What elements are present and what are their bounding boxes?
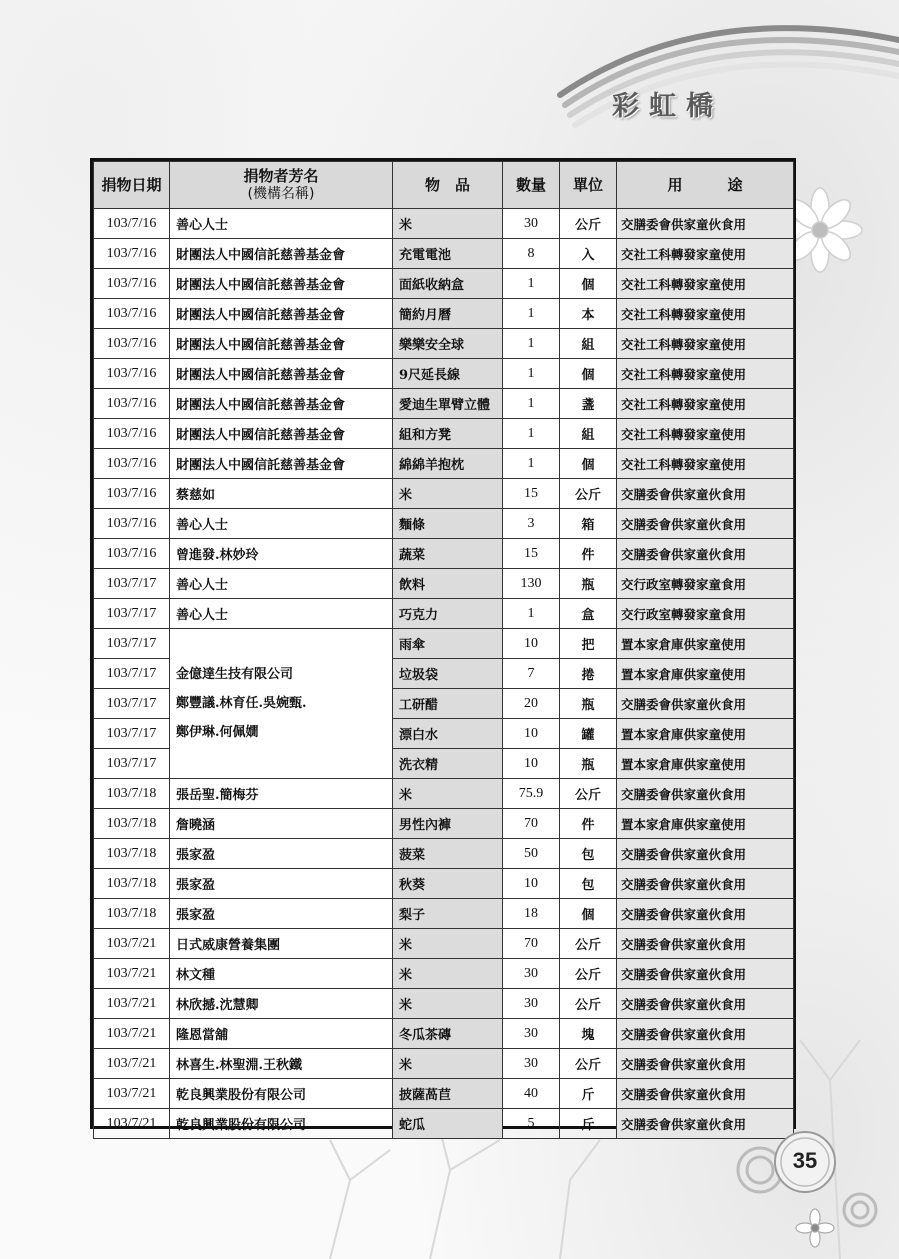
cell-item: 洗衣精 (393, 749, 503, 779)
cell-date: 103/7/21 (94, 929, 170, 959)
cell-unit: 包 (560, 869, 617, 899)
cell-use: 置本家倉庫供家童使用 (617, 659, 794, 689)
cell-donor: 林文種 (170, 959, 393, 989)
cell-unit: 瓶 (560, 749, 617, 779)
cell-item: 巧克力 (393, 599, 503, 629)
cell-date: 103/7/16 (94, 359, 170, 389)
cell-unit: 公斤 (560, 479, 617, 509)
cell-donor-merged (170, 629, 393, 779)
cell-date: 103/7/16 (94, 269, 170, 299)
table-row (94, 779, 794, 809)
cell-donor: 張家盈 (170, 869, 393, 899)
cell-qty: 30 (503, 1049, 560, 1079)
header-donor-line1: 捐物者芳名 (243, 167, 319, 185)
cell-use: 交社工科轉發家童使用 (617, 329, 794, 359)
cell-qty: 18 (503, 899, 560, 929)
cell-donor: 張家盈 (170, 899, 393, 929)
cell-date: 103/7/16 (94, 209, 170, 239)
cell-item: 9尺延長線 (393, 359, 503, 389)
cell-qty: 1 (503, 449, 560, 479)
cell-qty: 70 (503, 809, 560, 839)
cell-date: 103/7/18 (94, 839, 170, 869)
cell-item: 綿綿羊抱枕 (393, 449, 503, 479)
cell-donor: 張家盈 (170, 839, 393, 869)
table-row (94, 1079, 794, 1109)
cell-donor: 財團法人中國信託慈善基金會 (170, 389, 393, 419)
table-row (94, 629, 794, 659)
cell-use: 置本家倉庫供家童使用 (617, 749, 794, 779)
table-row (94, 929, 794, 959)
cell-use: 交社工科轉發家童使用 (617, 239, 794, 269)
table-row (94, 209, 794, 239)
cell-date: 103/7/17 (94, 749, 170, 779)
cell-item: 麵條 (393, 509, 503, 539)
cell-date: 103/7/18 (94, 809, 170, 839)
table-body (94, 209, 794, 1139)
table-row (94, 269, 794, 299)
table-row (94, 959, 794, 989)
page-number: 35 (792, 1148, 818, 1173)
cell-qty: 10 (503, 869, 560, 899)
cell-qty: 10 (503, 629, 560, 659)
cell-use: 交膳委會供家童伙食用 (617, 539, 794, 569)
cell-donor: 林欣撼.沈慧卿 (170, 989, 393, 1019)
cell-qty: 15 (503, 539, 560, 569)
table-row (94, 359, 794, 389)
header-qty: 數量 (503, 162, 560, 209)
cell-unit: 包 (560, 839, 617, 869)
cell-unit: 瓶 (560, 569, 617, 599)
cell-date: 103/7/16 (94, 479, 170, 509)
cell-date: 103/7/17 (94, 689, 170, 719)
table-row (94, 1049, 794, 1079)
cell-unit: 塊 (560, 1019, 617, 1049)
table-row (94, 869, 794, 899)
cell-unit: 個 (560, 359, 617, 389)
cell-date: 103/7/16 (94, 239, 170, 269)
cell-use: 交膳委會供家童伙食用 (617, 1079, 794, 1109)
cell-qty: 130 (503, 569, 560, 599)
cell-use: 置本家倉庫供家童使用 (617, 719, 794, 749)
rainbow-arc-icon (560, 28, 899, 125)
cell-donor: 詹曉涵 (170, 809, 393, 839)
table-row (94, 989, 794, 1019)
cell-qty: 20 (503, 689, 560, 719)
header-unit: 單位 (560, 162, 617, 209)
cell-donor: 財團法人中國信託慈善基金會 (170, 449, 393, 479)
table-row (94, 569, 794, 599)
cell-donor: 乾良興業股份有限公司 (170, 1079, 393, 1109)
page-header-title: 彩虹橋 (612, 91, 723, 122)
cell-qty: 30 (503, 209, 560, 239)
cell-donor: 財團法人中國信託慈善基金會 (170, 359, 393, 389)
cell-use: 交社工科轉發家童使用 (617, 449, 794, 479)
cell-unit: 瓶 (560, 689, 617, 719)
cell-qty: 30 (503, 959, 560, 989)
cell-unit: 公斤 (560, 209, 617, 239)
cell-date: 103/7/21 (94, 1049, 170, 1079)
table-row (94, 479, 794, 509)
cell-donor: 財團法人中國信託慈善基金會 (170, 239, 393, 269)
cell-item: 梨子 (393, 899, 503, 929)
cell-item: 漂白水 (393, 719, 503, 749)
cell-unit: 罐 (560, 719, 617, 749)
cell-date: 103/7/17 (94, 599, 170, 629)
cell-item: 垃圾袋 (393, 659, 503, 689)
cell-donor: 財團法人中國信託慈善基金會 (170, 329, 393, 359)
cell-item: 米 (393, 209, 503, 239)
cell-date: 103/7/18 (94, 779, 170, 809)
cell-use: 交膳委會供家童伙食用 (617, 929, 794, 959)
cell-unit: 公斤 (560, 959, 617, 989)
cell-donor: 日式威康營養集團 (170, 929, 393, 959)
cell-item: 愛迪生單臂立體 (393, 389, 503, 419)
cell-date: 103/7/18 (94, 899, 170, 929)
cell-item: 米 (393, 959, 503, 989)
cell-unit: 公斤 (560, 989, 617, 1019)
cell-unit: 公斤 (560, 929, 617, 959)
cell-use: 交膳委會供家童伙食用 (617, 509, 794, 539)
cell-item: 蔬菜 (393, 539, 503, 569)
cell-use: 交社工科轉發家童使用 (617, 269, 794, 299)
cell-donor: 善心人士 (170, 509, 393, 539)
cell-qty: 1 (503, 599, 560, 629)
cell-date: 103/7/21 (94, 1079, 170, 1109)
cell-date: 103/7/16 (94, 389, 170, 419)
cell-unit: 盞 (560, 389, 617, 419)
cell-unit: 組 (560, 329, 617, 359)
cell-use: 交膳委會供家童伙食用 (617, 1049, 794, 1079)
page-number-circle-icon (760, 1130, 850, 1220)
cell-unit: 箱 (560, 509, 617, 539)
cell-qty: 1 (503, 419, 560, 449)
cell-qty: 1 (503, 299, 560, 329)
cell-qty: 30 (503, 1019, 560, 1049)
cell-item: 組和方凳 (393, 419, 503, 449)
cell-use: 交社工科轉發家童使用 (617, 299, 794, 329)
table-row (94, 299, 794, 329)
cell-use: 交行政室轉發家童食用 (617, 599, 794, 629)
table-row (94, 419, 794, 449)
cell-use: 交膳委會供家童伙食用 (617, 209, 794, 239)
cell-qty: 1 (503, 329, 560, 359)
cell-unit: 個 (560, 449, 617, 479)
cell-unit: 本 (560, 299, 617, 329)
table-row (94, 599, 794, 629)
cell-date: 103/7/17 (94, 659, 170, 689)
page-number-badge (760, 1130, 850, 1220)
cell-unit: 組 (560, 419, 617, 449)
donor-line: 金億達生技有限公司 (176, 667, 294, 682)
cell-qty: 70 (503, 929, 560, 959)
header-donor-line2: (機構名稱) (247, 186, 315, 202)
table-row (94, 389, 794, 419)
cell-date: 103/7/16 (94, 509, 170, 539)
cell-use: 交膳委會供家童伙食用 (617, 779, 794, 809)
cell-unit: 入 (560, 239, 617, 269)
cell-qty: 1 (503, 359, 560, 389)
cell-unit: 件 (560, 809, 617, 839)
cell-use: 交膳委會供家童伙食用 (617, 899, 794, 929)
cell-item: 米 (393, 929, 503, 959)
cell-qty: 3 (503, 509, 560, 539)
cell-item: 蛇瓜 (393, 1109, 503, 1139)
cell-use: 交社工科轉發家童使用 (617, 389, 794, 419)
donation-table (90, 158, 796, 1133)
cell-donor: 財團法人中國信託慈善基金會 (170, 269, 393, 299)
cell-item: 秋葵 (393, 869, 503, 899)
cell-use: 交社工科轉發家童使用 (617, 359, 794, 389)
cell-qty: 75.9 (503, 779, 560, 809)
cell-item: 樂樂安全球 (393, 329, 503, 359)
cell-donor: 曾進發.林妙玲 (170, 539, 393, 569)
cell-donor: 善心人士 (170, 209, 393, 239)
cell-date: 103/7/21 (94, 989, 170, 1019)
cell-donor: 張岳聖.簡梅芬 (170, 779, 393, 809)
cell-use: 交社工科轉發家童使用 (617, 419, 794, 449)
cell-date: 103/7/16 (94, 449, 170, 479)
cell-unit: 盒 (560, 599, 617, 629)
cell-item: 男性內褲 (393, 809, 503, 839)
header-use: 用 途 (617, 162, 794, 209)
cell-use: 交膳委會供家童伙食用 (617, 689, 794, 719)
table-header-row (94, 162, 794, 209)
cell-donor: 林喜生.林聖淵.王秋鐵 (170, 1049, 393, 1079)
cell-donor: 財團法人中國信託慈善基金會 (170, 299, 393, 329)
cell-item: 米 (393, 1049, 503, 1079)
cell-item: 菠菜 (393, 839, 503, 869)
donor-line: 鄭豐議.林育任.吳婉甄. (176, 696, 307, 711)
cell-unit: 公斤 (560, 779, 617, 809)
cell-donor: 乾良興業股份有限公司 (170, 1109, 393, 1139)
table-row (94, 899, 794, 929)
donor-line: 鄭伊琳.何佩嫺 (176, 725, 259, 740)
cell-qty: 5 (503, 1109, 560, 1139)
cell-qty: 10 (503, 749, 560, 779)
cell-use: 交行政室轉發家童食用 (617, 569, 794, 599)
cell-use: 交膳委會供家童伙食用 (617, 959, 794, 989)
cell-unit: 斤 (560, 1079, 617, 1109)
cell-item: 飲料 (393, 569, 503, 599)
table-row (94, 1019, 794, 1049)
cell-date: 103/7/16 (94, 539, 170, 569)
table-row (94, 839, 794, 869)
cell-unit: 斤 (560, 1109, 617, 1139)
cell-donor: 隆恩當舖 (170, 1019, 393, 1049)
cell-use: 交膳委會供家童伙食用 (617, 989, 794, 1019)
cell-date: 103/7/17 (94, 569, 170, 599)
cell-date: 103/7/21 (94, 959, 170, 989)
cell-qty: 30 (503, 989, 560, 1019)
header-item: 物 品 (393, 162, 503, 209)
header-donor (170, 162, 393, 209)
cell-unit: 公斤 (560, 1049, 617, 1079)
cell-qty: 7 (503, 659, 560, 689)
header-date: 捐物日期 (94, 162, 170, 209)
cell-unit: 個 (560, 269, 617, 299)
table-row (94, 329, 794, 359)
cell-use: 交膳委會供家童伙食用 (617, 839, 794, 869)
cell-item: 雨傘 (393, 629, 503, 659)
cell-qty: 50 (503, 839, 560, 869)
cell-date: 103/7/16 (94, 329, 170, 359)
cell-item: 冬瓜茶磚 (393, 1019, 503, 1049)
cell-date: 103/7/16 (94, 419, 170, 449)
cell-item: 披薩萵苣 (393, 1079, 503, 1109)
table-row (94, 449, 794, 479)
table-row (94, 239, 794, 269)
cell-unit: 個 (560, 899, 617, 929)
table-row (94, 809, 794, 839)
cell-donor: 善心人士 (170, 569, 393, 599)
cell-qty: 8 (503, 239, 560, 269)
cell-use: 交膳委會供家童伙食用 (617, 1109, 794, 1139)
cell-use: 交膳委會供家童伙食用 (617, 479, 794, 509)
cell-date: 103/7/16 (94, 299, 170, 329)
cell-use: 交膳委會供家童伙食用 (617, 1019, 794, 1049)
table-row (94, 1109, 794, 1139)
cell-date: 103/7/21 (94, 1019, 170, 1049)
cell-item: 簡約月曆 (393, 299, 503, 329)
cell-use: 交膳委會供家童伙食用 (617, 869, 794, 899)
cell-unit: 把 (560, 629, 617, 659)
cell-date: 103/7/17 (94, 629, 170, 659)
cell-qty: 15 (503, 479, 560, 509)
cell-donor: 善心人士 (170, 599, 393, 629)
cell-donor: 財團法人中國信託慈善基金會 (170, 419, 393, 449)
cell-qty: 1 (503, 389, 560, 419)
cell-qty: 1 (503, 269, 560, 299)
cell-date: 103/7/21 (94, 1109, 170, 1139)
cell-use: 置本家倉庫供家童使用 (617, 629, 794, 659)
cell-donor: 蔡慈如 (170, 479, 393, 509)
cell-date: 103/7/18 (94, 869, 170, 899)
cell-item: 充電電池 (393, 239, 503, 269)
cell-item: 米 (393, 779, 503, 809)
cell-item: 米 (393, 479, 503, 509)
cell-date: 103/7/17 (94, 719, 170, 749)
cell-item: 米 (393, 989, 503, 1019)
cell-qty: 10 (503, 719, 560, 749)
cell-item: 面紙收納盒 (393, 269, 503, 299)
cell-unit: 捲 (560, 659, 617, 689)
table-row (94, 539, 794, 569)
cell-qty: 40 (503, 1079, 560, 1109)
table-row (94, 509, 794, 539)
cell-item: 工研醋 (393, 689, 503, 719)
cell-use: 置本家倉庫供家童使用 (617, 809, 794, 839)
cell-unit: 件 (560, 539, 617, 569)
